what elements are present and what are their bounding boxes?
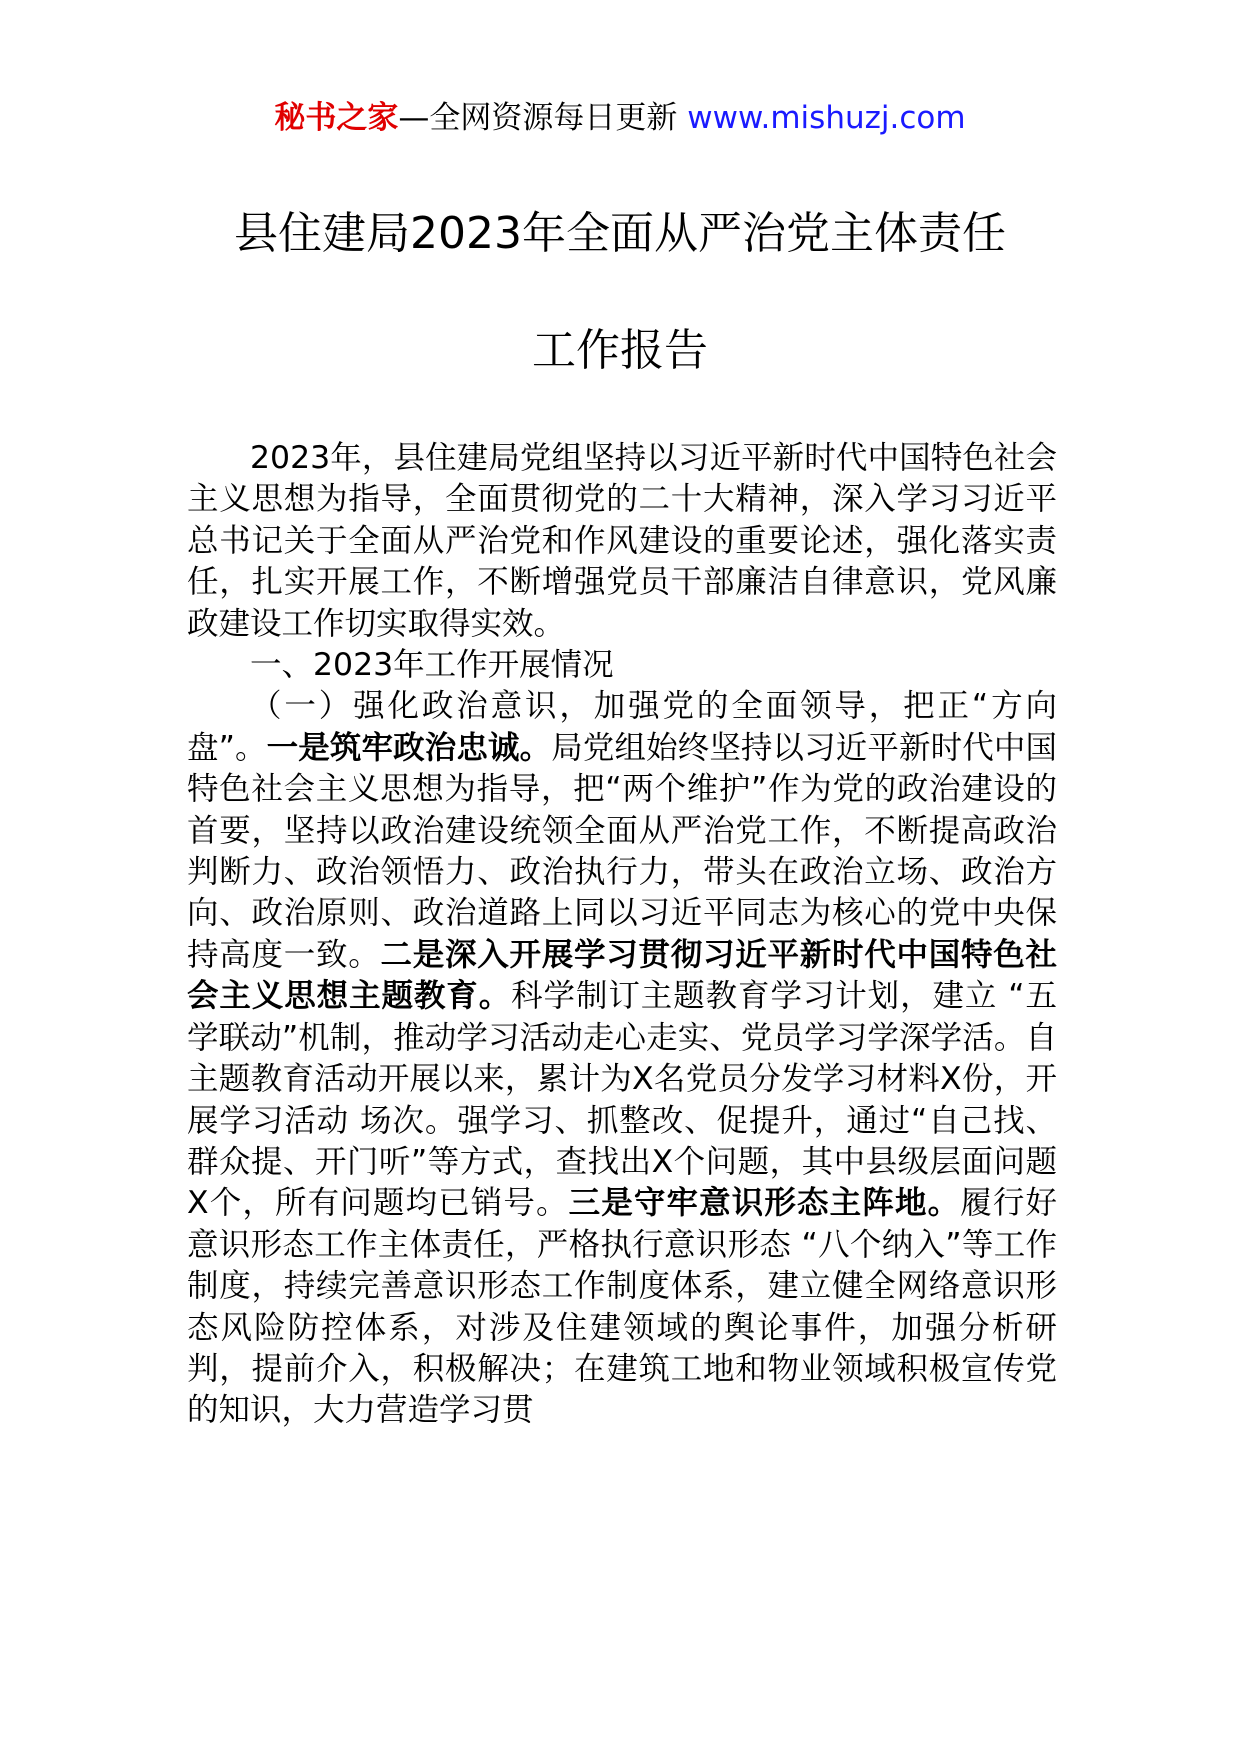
brand-name: 秘书之家 xyxy=(274,100,399,136)
point-1-heading: 一是筑牢政治忠诚。 xyxy=(266,729,552,766)
point-2-text: 科学制订主题教育学习计划，建立 “五学联动”机制，推动学习活动走心走实、党员学习学深学活。自主题教育活动开展以来，累计为X名党员分发学习材料X份，开展学习活动 场次。强学习、抓整改、促提升，通过“自己找、群众提、开门听”等方式，查找出X个问题，其中县级层面问题X个，所有问题均已销号。 xyxy=(187,978,1057,1222)
document-body xyxy=(187,438,1057,1432)
site-url-link[interactable]: www.mishuzj.com xyxy=(687,100,966,136)
section-heading: 一、2023年工作开展情况 xyxy=(250,647,614,684)
point-3-heading: 三是守牢意识形态主阵地。 xyxy=(568,1185,961,1222)
document-title-line-1: 县住建局2023年全面从严治党主体责任 xyxy=(234,208,1006,259)
site-header xyxy=(0,98,1240,138)
point-3-text: 履行好意识形态工作主体责任，严格执行意识形态 “八个纳入”等工作制度，持续完善意识形态工作制度体系，建立健全网络意识形态风险防控体系，对涉及住建领域的舆论事件，加强分析研判，提前介入，积极解决；在建筑工地和物业领域积极宣传党的知识，大力营造学习贯 xyxy=(187,1185,1057,1429)
point-1-text: 局党组始终坚持以习近平新时代中国特色社会主义思想为指导，把“两个维护”作为党的政治建设的首要，坚持以政治建设统领全面从严治党工作，不断提高政治判断力、政治领悟力、政治执行力，带头在政治立场、政治方向、政治原则、政治道路上同以习近平同志为核心的党中央保持高度一致。 xyxy=(187,729,1057,973)
subsection-paragraph xyxy=(187,686,1057,1431)
header-tagline: —全网资源每日更新 xyxy=(398,100,678,136)
document-title-line-2: 工作报告 xyxy=(532,325,708,376)
point-2-heading: 二是深入开展学习贯彻习近平新时代中国特色社会主义思想主题教育。 xyxy=(187,936,1057,1015)
subsection-heading: （一）强化政治意识，加强党的全面领导，把正“方向盘”。 xyxy=(187,688,1057,766)
intro-paragraph: 2023年，县住建局党组坚持以习近平新时代中国特色社会主义思想为指导，全面贯彻党的二十大精神，深入学习习近平总书记关于全面从严治党和作风建设的重要论述，强化落实责任，扎实开展工作，不断增强党员干部廉洁自律意识，党风廉政建设工作切实取得实效。 xyxy=(187,440,1057,642)
